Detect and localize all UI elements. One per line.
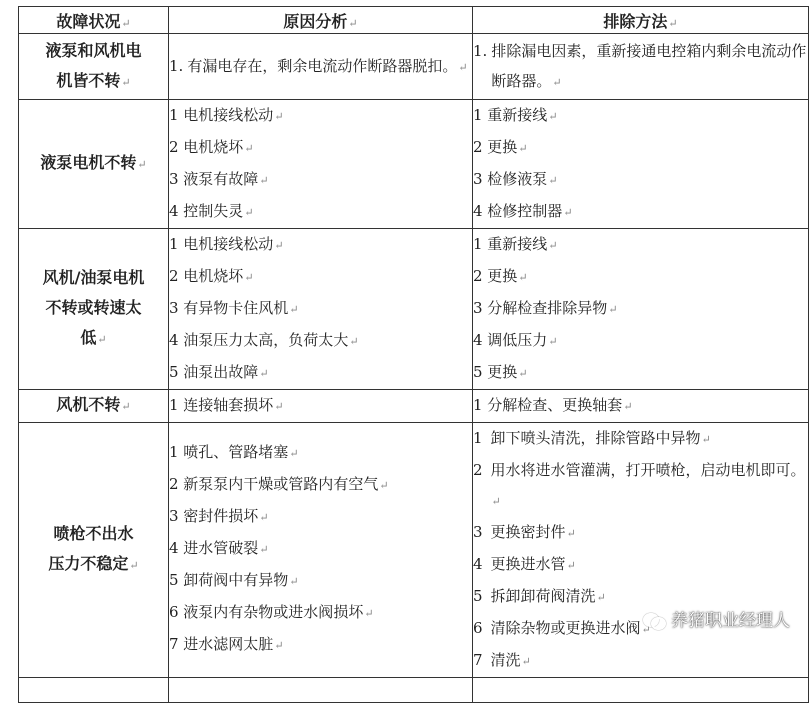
fix-cell: 1 重新接线↵ 2 更换↵ 3 检修液泵↵ 4 检修控制器↵ [473,100,809,229]
cause-cell: 1 连接轴套损坏↵ [169,390,473,423]
fault-cell: 风机/油泵电机 不转或转速太 低↵ [19,229,169,390]
table-row [19,423,809,678]
fix-cell: 1. 排除漏电因素，重新接通电控箱内剩余电流动作断路器。↵ [473,34,809,100]
cause-cell: 1 电机接线松动↵ 2 电机烧坏↵ 3 液泵有故障↵ 4 控制失灵↵ [169,100,473,229]
fault-table [18,6,809,703]
fault-cell: 喷枪不出水 压力不稳定↵ [19,423,169,678]
fault-cell: 液泵和风机电 机皆不转↵ [19,34,169,100]
table-row [19,229,809,390]
empty-cell [473,678,809,703]
cause-cell: 1 喷孔、管路堵塞↵ 2 新泵泵内干燥或管路内有空气↵ 3 密封件损坏↵ 4 进水管破裂↵ 5 卸荷阀中有异物↵ 6 液泵内有杂物或进水阀损坏↵ 7 进水滤网太脏↵ [169,423,473,678]
empty-cell [169,678,473,703]
table-row [19,34,809,100]
header-fix: 排除方法↵ [473,7,809,34]
fix-cell: 1 卸下喷头清洗，排除管路中异物↵ 2 用水将进水管灌满，打开喷枪，启动电机即可。↵ 3 更换密封件↵ 4 更换进水管↵ 5 拆卸卸荷阀清洗↵ 6 清除杂物或更换进水阀↵ 7 清洗↵ [473,423,809,678]
cause-cell: 1. 有漏电存在，剩余电流动作断路器脱扣。↵ [169,34,473,100]
fault-cell: 液泵电机不转↵ [19,100,169,229]
table-row-cut [19,678,809,703]
header-cause: 原因分析↵ [169,7,473,34]
fault-cell: 风机不转↵ [19,390,169,423]
empty-cell [19,678,169,703]
table-row [19,390,809,423]
table-row [19,100,809,229]
header-row [19,7,809,34]
fix-cell: 1 重新接线↵ 2 更换↵ 3 分解检查排除异物↵ 4 调低压力↵ 5 更换↵ [473,229,809,390]
cause-cell: 1 电机接线松动↵ 2 电机烧坏↵ 3 有异物卡住风机↵ 4 油泵压力太高，负荷太大↵ 5 油泵出故障↵ [169,229,473,390]
header-fault: 故障状况↵ [19,7,169,34]
wechat-icon [643,611,665,627]
watermark: 养猪职业经理人 [643,606,790,631]
fix-cell: 1 分解检查、更换轴套↵ [473,390,809,423]
